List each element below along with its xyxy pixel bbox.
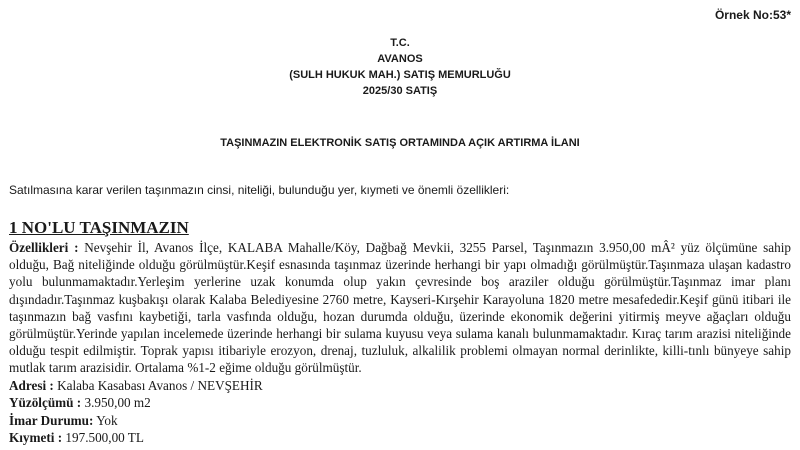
value-row <box>9 429 791 447</box>
property-section <box>9 218 791 447</box>
features-text: Nevşehir İl, Avanos İlçe, KALABA Mahalle/Köy, Dağbağ Mevkii, 3255 Parsel, Taşınmazın 3.950,00 mÂ² yüz ölçümüne sahip olduğu, Bağ niteliğinde olduğu görülmüştür.Keşif esnasında taşınmaz üzerinde herhangi bir yapı olmadığı görülmüştür.Taşınmaza ulaşan kadastro yolu bulunmamaktadır.Yerleşim yerlerine uzak konumda olup yakın çevresinde boş araziler olduğu görülmüştür.Taşınmaz imar planı dışındadır.Taşınmaz kuşbakışı olarak Kalaba Belediyesine 2760 metre, Kayseri-Kırşehir Karayoluna 1820 metre mesafededir.Keşif günü itibari ile taşınmazın bağ vasfını kaybetiği, tarla vasfında olduğu, hozan durumda olduğu, üzerinde ekonomik değerini yitirmiş meyve ağaçları olduğu görülmüştür.Yerinde yapılan incelemede üzerinde herhangi bir sulama kuyusu veya sulama kanalı bulunmamaktadır. Kıraç tarım arazisi niteliğinde olduğu tespit edilmiştir. Toprak yapısı itibariyle erozyon, drenaj, tuzluluk, alkalilik problemi olmayan normal derinlikte, killi-tınlı bünyeye sahip mutlak tarım arazisidir. Ortalama %1-2 eğime olduğu görülmüştür. <box>9 240 791 376</box>
property-features <box>9 239 791 377</box>
header-office: (SULH HUKUK MAH.) SATIŞ MEMURLUĞU <box>289 69 511 81</box>
document-header <box>0 35 800 99</box>
value-amount: 197.500,00 TL <box>62 430 144 446</box>
intro-text: Satılmasına karar verilen taşınmazın cinsi, niteliği, bulunduğu yer, kıymeti ve önemli özellikleri: <box>9 183 510 197</box>
zoning-label: İmar Durumu: <box>9 412 94 428</box>
area-value: 3.950,00 m2 <box>81 395 151 411</box>
header-file-number: 2025/30 SATIŞ <box>362 85 438 97</box>
header-district: AVANOS <box>377 53 423 65</box>
property-heading: 1 NO'LU TAŞINMAZIN <box>9 218 189 237</box>
announcement-title: TAŞINMAZIN ELEKTRONİK SATIŞ ORTAMINDA AÇIK ARTIRMA İLANI <box>220 137 580 149</box>
address-label: Adresi : <box>9 377 54 393</box>
address-value: Kalaba Kasabası Avanos / NEVŞEHİR <box>53 377 263 393</box>
header-country: T.C. <box>390 37 410 49</box>
area-label: Yüzölçümü : <box>9 395 82 411</box>
features-label: Özellikleri : <box>9 240 79 255</box>
address-row <box>9 377 791 395</box>
zoning-row <box>9 412 791 430</box>
sample-number: Örnek No:53* <box>714 8 791 22</box>
value-label: Kıymeti : <box>9 430 63 446</box>
area-row <box>9 394 791 412</box>
zoning-value: Yok <box>93 412 118 428</box>
